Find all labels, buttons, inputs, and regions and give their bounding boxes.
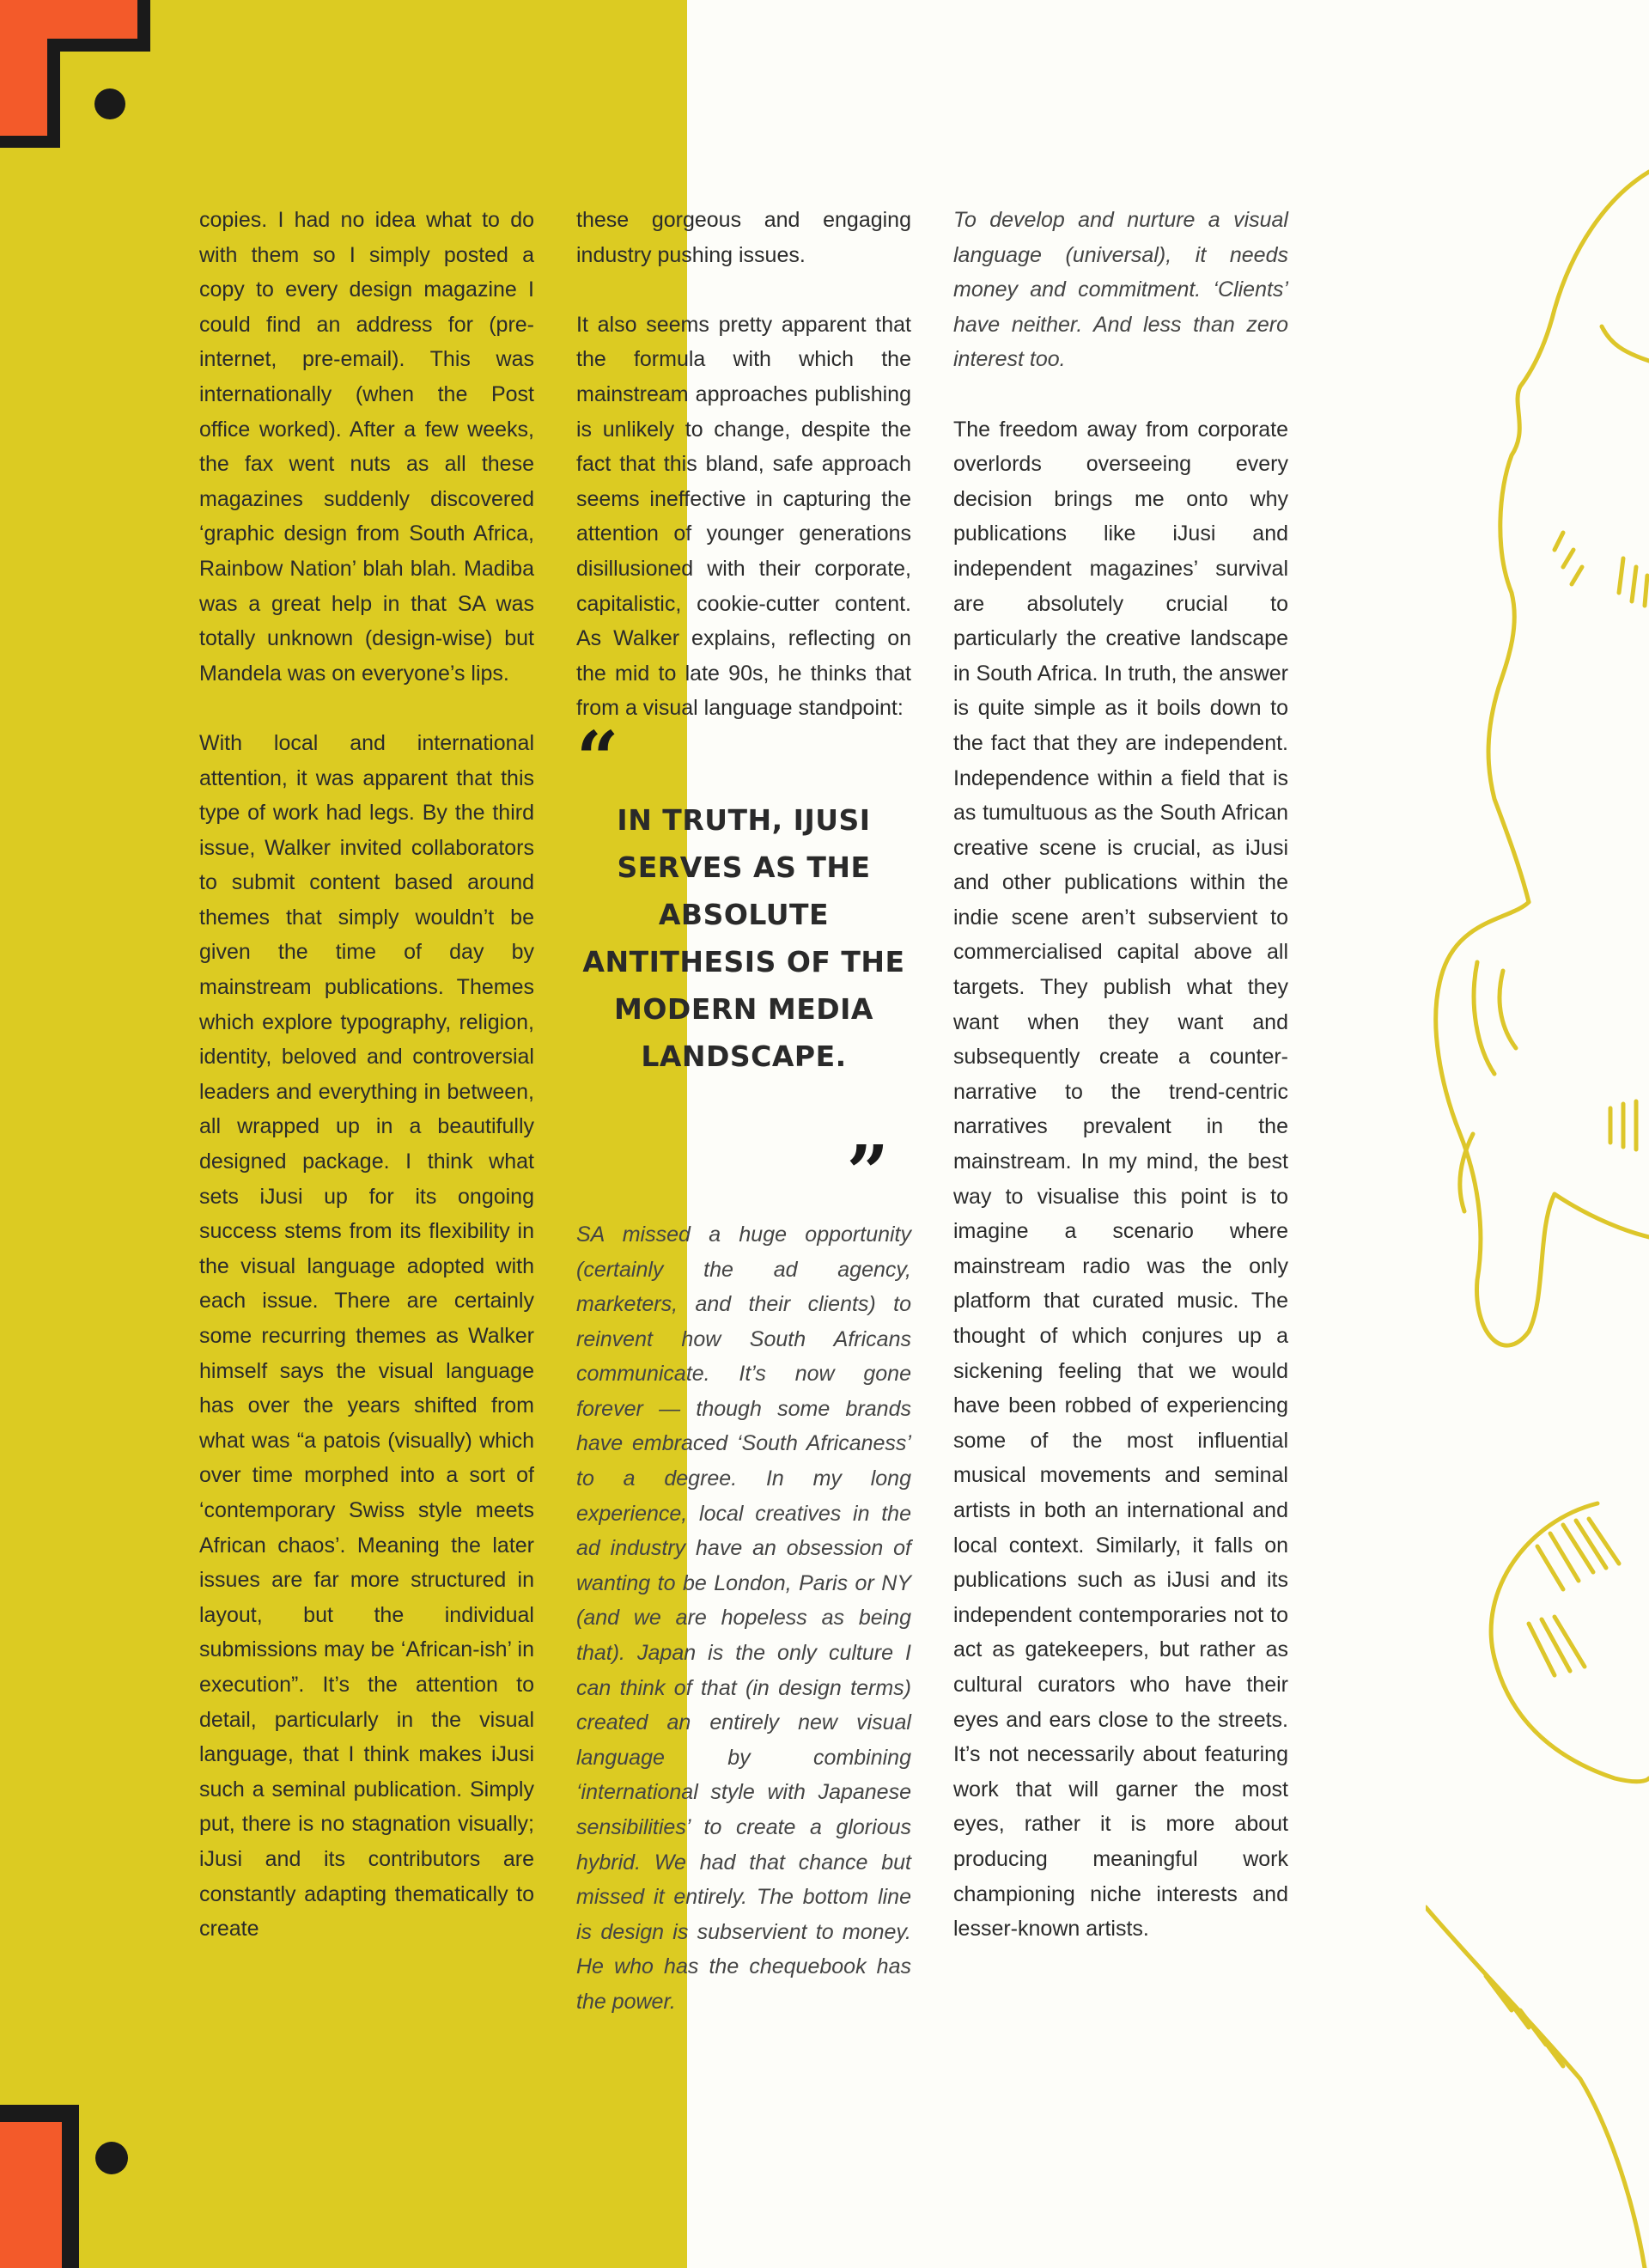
hatch-lines-4 [1537,1519,1619,1589]
column2-quote-paragraph: SA missed a huge opportunity (certainly the ad agency, marketers, and their clients) to reinvent how South Africans communicate. It’s now gone forever — though some brands have embraced ‘South Africaness’ to a degree. In my long experience, local creatives in the ad industry have an obsession of wanting to be London, Paris or NY (and we are hopeless as being that). Japan is the only culture I can think of that (in design terms) created an entirely new visual language by combining ‘international style with Japanese sensibilities’ to create a glorious hybrid. We had that chance but missed it entirely. The bottom line is design is subservient to money. He who has the chequebook has the power. [576,1222,911,2014]
hatch-lines-2 [1619,558,1647,606]
close-quote-mark: ” [846,1129,889,1216]
hatch-lines-3 [1610,1101,1636,1149]
pull-quote: IN TRUTH, IJUSI SERVES AS THE ABSOLUTE ANTITHESIS OF THE MODERN MEDIA LANDSCAPE. [582,802,905,1073]
corner-orange-fill [0,2122,62,2268]
figure-line-illustration-icon [1426,146,1649,2268]
article-column-3 [953,203,1288,1947]
brow-line [1602,326,1649,361]
corner-dot [95,2142,128,2174]
ear-inner [1474,962,1494,1074]
column1-paragraph-1: copies. I had no idea what to do with them so I simply posted a copy to every design magazine I could find an address for (pre-internet, pre-email). This was internationally (when the Post office worked). After a few weeks, the fax went nuts as all these magazines suddenly discovered ‘graphic design from South Africa, Rainbow Nation’ blah blah. Madiba was a great help in that SA was totally unknown (design-wise) but Mandela was on everyone’s lips. [199,208,534,686]
hatch-lines-5 [1529,1617,1585,1675]
open-quote-mark: “ [576,715,619,802]
tribal-corner-pattern-icon [0,0,172,163]
corner-dot [94,88,125,119]
article-column-2 [576,203,911,2020]
ear-outline [1436,902,1555,1345]
ear-inner-2 [1500,971,1516,1048]
jaw-line [1555,1194,1649,1237]
column1-paragraph-2: With local and international attention, it was apparent that this type of work had legs. By the third issue, Walker invited collaborators to submit content based around themes that simply wouldn’t be given the time of day by mainstream publications. Themes which explore typography, religion, identity, beloved and controversial leaders and everything in between, all wrapped up in a beautifully designed package. I think what sets iJusi up for its ongoing success stems from its flexibility in the visual language adopted with each issue. There are certainly some recurring themes as Walker himself says the visual language has over the years shifted from what was “a patois (visually) which over time morphed into a sort of ‘contemporary Swiss style meets African chaos’. Meaning the later issues are far more structured in layout, but the individual submissions may be ‘African-ish’ in execution”. It’s the attention to detail, particularly in the visual language, that I think makes iJusi such a seminal publication. Simply put, there is no stagnation visually; iJusi and its contributors are constantly adapting thematically to create [199,730,534,1942]
profile-outline [1488,172,1649,902]
hatch-lines-1 [1555,533,1582,584]
pull-quote-block [576,715,911,1216]
column3-quote-paragraph: To develop and nurture a visual language (universal), it needs money and commitment. ‘Clients’ have neither. And less than zero interest too. [953,208,1288,372]
article-column-1 [199,203,534,1947]
column2-paragraph-2: It also seems pretty apparent that the formula with which the mainstream approaches publishing is unlikely to change, despite the fact that this bland, safe approach seems ineffective in capturing the attention of younger generations disillusioned with their corporate, capitalistic, cookie-cutter content. As Walker explains, reflecting on the mid to late 90s, he thinks that from a visual language standpoint: [576,312,911,721]
column3-paragraph: The freedom away from corporate overlords overseeing every decision brings me onto why publications like iJusi and independent magazines’ survival are absolutely crucial to particularly the creative landscape in South Africa. In truth, the answer is quite simple as it boils down to the fact that they are independent. Independence within a field that is as tumultuous as the South African creative scene is crucial, as iJusi and other publications within the indie scene aren’t subservient to commercialised capital above all targets. They publish what they want when they want and subsequently create a counter-narrative to the trend-centric narratives prevalent in the mainstream. In my mind, the best way to visualise this point is to imagine a scenario where mainstream radio was the only platform that curated music. The thought of which conjures up a sickening feeling that we would have been robbed of experiencing some of the most influential musical movements and seminal artists in both an international and local context. Similarly, it falls on publications such as iJusi and its independent contemporaries not to act as gatekeepers, but rather as cultural curators who have their eyes and ears close to the streets. It’s not necessarily about featuring work that will garner the most eyes, rather it is more about producing meaningful work championing niche interests and lesser-known artists. [953,417,1288,1942]
tribal-corner-pattern-icon [0,2105,172,2268]
column2-paragraph-1: these gorgeous and engaging industry pushing issues. [576,208,911,267]
body-line [1426,1907,1645,2268]
hatch-lines-6 [1486,1976,1563,2066]
